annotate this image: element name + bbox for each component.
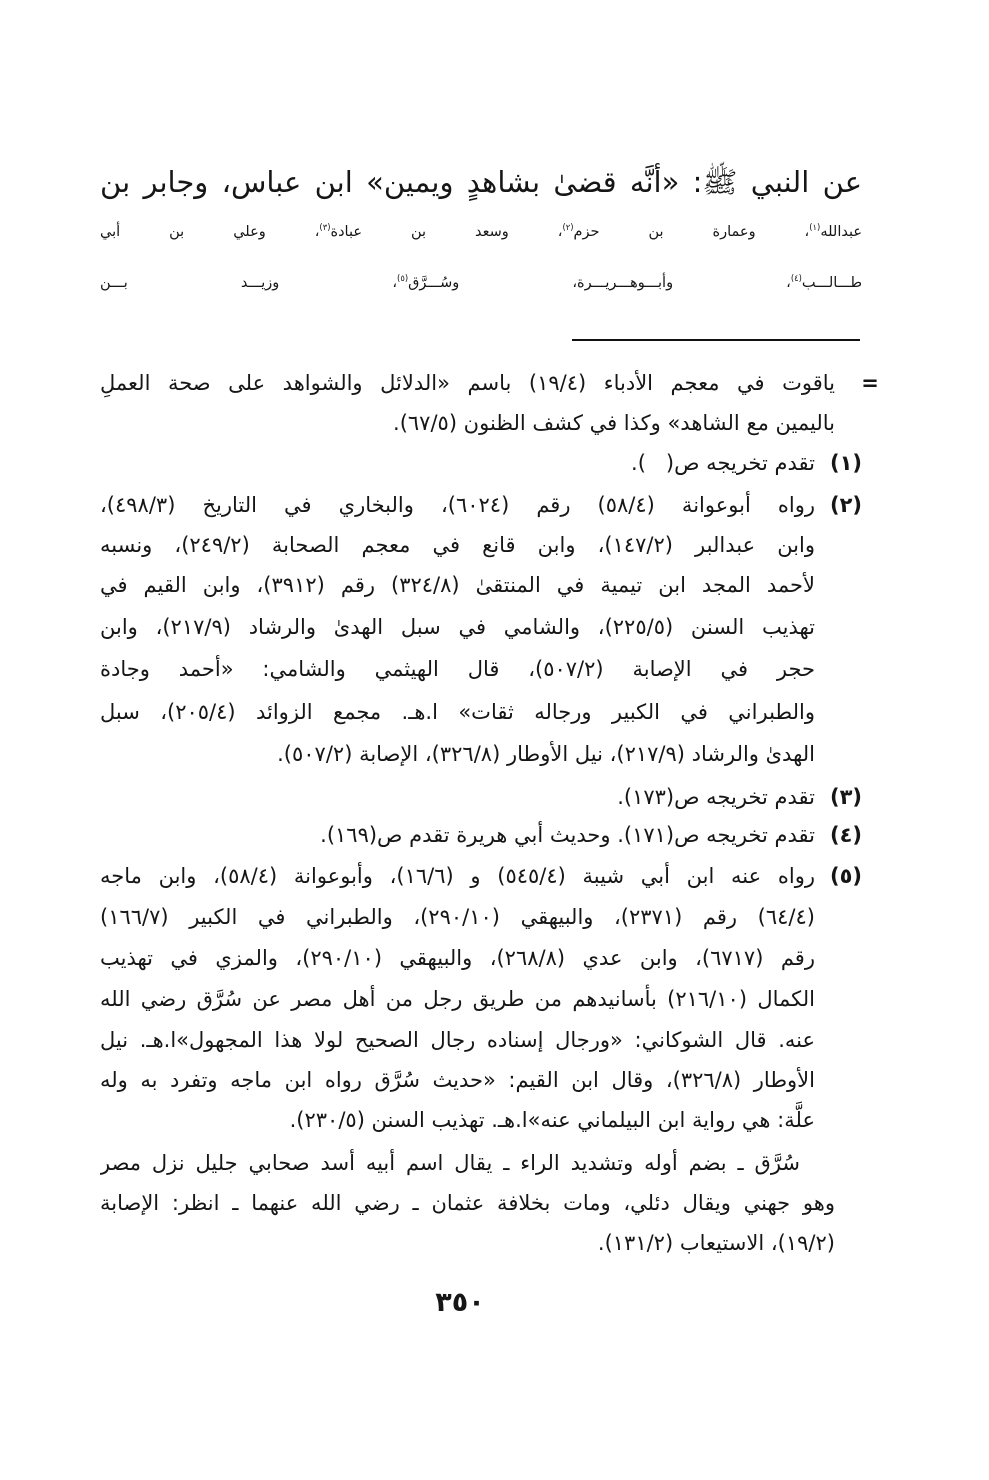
footnote-5-line: الكمال (٢١٦/١٠) بأسانيدهم من طريق رجل من أهل مصر عن سُرَّق رضي الله — [100, 987, 815, 1011]
main-text-line-2 — [100, 207, 862, 257]
footnote-3-label: (٣) — [829, 785, 863, 809]
footnote-1-line: تقدم تخريجه ص( ). — [631, 451, 815, 475]
footnote-continued-line: باليمين مع الشاهد» وكذا في كشف الظنون (٦٧/٥). — [393, 411, 835, 435]
footnote-2-line: وابن عبدالبر (١٤٧/٢)، وابن قانع في معجم الصحابة (٢٤٩/٢)، ونسبه — [100, 533, 815, 557]
footnote-5-line: الأوطار (٣٢٦/٨)، وقال ابن القيم: «حديث سُرَّق رواه ابن ماجه وتفرد به وله — [100, 1068, 815, 1092]
footnote-5-line: رقم (٦٧١٧)، وابن عدي (٢٦٨/٨)، والبيهقي (٢٩٠/١٠)، والمزي في تهذيب — [100, 946, 815, 970]
footnote-2-line: حجر في الإصابة (٥٠٧/٢)، قال الهيثمي والشامي: «أحمد وجادة — [100, 657, 815, 681]
note-paragraph-line: وهو جهني ويقال دئلي، ومات بخلافة عثمان ـ رضي الله عنهما ـ انظر: الإصابة — [100, 1191, 835, 1215]
footnote-5-label: (٥) — [829, 864, 863, 888]
main-text-segment: ، وأبـــوهـــريـــرة، وسُـــرَّق — [408, 275, 791, 291]
note-paragraph-line: (١٩/٢)، الاستيعاب (١٣١/٢). — [597, 1231, 835, 1255]
footnote-5-line: رواه عنه ابن أبي شيبة (٥٤٥/٤) و (١٦/٦)، وأبوعوانة (٥٨/٤)، وابن ماجه — [100, 864, 815, 888]
footnote-separator — [572, 339, 860, 341]
footnote-continued-line: ياقوت في معجم الأدباء (١٩/٤) باسم «الدلائل والشواهد على صحة العملِ — [100, 371, 835, 395]
footnote-continued-marker: = — [861, 371, 879, 395]
footnote-5-line: (٦٤/٤) رقم (٢٣٧١)، والبيهقي (٢٩٠/١٠)، والطبراني في الكبير (١٦٦/٧) — [100, 905, 815, 929]
footnote-4-line: تقدم تخريجه ص(١٧١). وحديث أبي هريرة تقدم ص(١٦٩). — [320, 823, 815, 847]
main-text-segment: ، وعلي بن أبي — [100, 224, 320, 240]
main-text-segment: ، وسعد بن عبادة — [330, 224, 563, 240]
footnote-1-label: (١) — [829, 451, 863, 475]
footnote-2-line: لأحمد المجد ابن تيمية في المنتقىٰ (٣٢٤/٨) رقم (٣٩١٢)، وابن القيم في — [100, 573, 815, 597]
footnote-reference: (٣) — [319, 221, 331, 232]
footnote-reference: (٥) — [397, 272, 409, 283]
footnote-3-line: تقدم تخريجه ص(١٧٣). — [617, 785, 815, 809]
main-text-line-1: عن النبي ﷺ: «أنَّه قضىٰ بشاهدٍ ويمين» ابن عباس، وجابر بن — [100, 165, 862, 199]
footnote-5-line: عنه. قال الشوكاني: «ورجال إسناده رجال الصحيح لولا هذا المجهول»ا.هـ. نيل — [100, 1028, 815, 1052]
main-text-line-3 — [100, 258, 862, 308]
footnote-reference: (٢) — [562, 221, 574, 232]
footnote-2-label: (٢) — [829, 493, 863, 517]
footnote-2-line: والطبراني في الكبير ورجاله ثقات» ا.هـ. مجمع الزوائد (٢٠٥/٤)، سبل — [100, 700, 815, 724]
main-text-segment: عبدالله — [820, 224, 862, 240]
note-paragraph-line: سُرَّق ـ بضم أوله وتشديد الراء ـ يقال اسم أبيه أسد صحابي جليل نزل مصر — [100, 1151, 800, 1175]
footnote-reference: (١) — [809, 221, 821, 232]
footnote-5-line: علَّة: هي رواية ابن البيلماني عنه»ا.هـ. تهذيب السنن (٢٣٠/٥). — [289, 1108, 815, 1132]
footnote-2-line: رواه أبوعوانة (٥٨/٤) رقم (٦٠٢٤)، والبخاري في التاريخ (٤٩٨/٣)، — [100, 493, 815, 517]
footnote-4-label: (٤) — [829, 823, 863, 847]
footnote-2-line: الهدىٰ والرشاد (٢١٧/٩)، نيل الأوطار (٣٢٦/٨)، الإصابة (٥٠٧/٢). — [277, 742, 815, 766]
main-text-segment: ، وعمارة بن حزم — [573, 224, 810, 240]
main-text-segment: طـــالـــب — [801, 275, 862, 291]
page-number: ٣٥٠ — [435, 1287, 485, 1318]
footnote-reference: (٤) — [790, 272, 802, 283]
footnote-2-line: تهذيب السنن (٢٢٥/٥)، والشامي في سبل الهدىٰ والرشاد (٢١٧/٩)، وابن — [100, 615, 815, 639]
main-text-segment: ، وزيـــد بـــن — [100, 275, 398, 291]
